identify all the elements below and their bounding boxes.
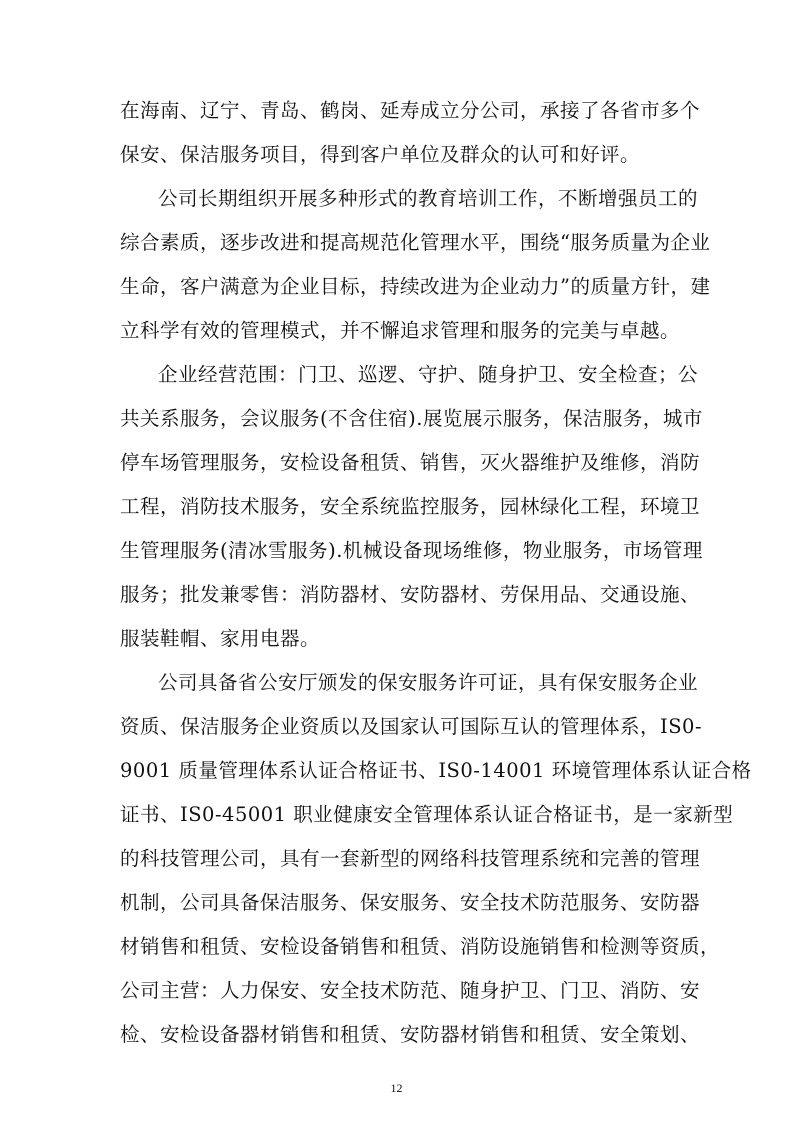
text-line: 资质、保洁服务企业资质以及国家认可国际互认的管理体系，IS0- [120, 715, 703, 738]
text-line: 材销售和租赁、安检设备销售和租赁、消防设施销售和检测等资质， [120, 935, 721, 958]
paragraph-first-line: 公司长期组织开展多种形式的教育培训工作，不断增强员工的 [158, 187, 699, 210]
text-line: 立科学有效的管理模式，并不懈追求管理和服务的完美与卓越。 [120, 319, 681, 342]
page-number: 12 [390, 1081, 403, 1095]
text-line: 共关系服务，会议服务(不含住宿).展览展示服务，保洁服务，城市 [120, 407, 703, 430]
text-line: 停车场管理服务，安检设备租赁、销售，灭火器维护及维修，消防 [120, 451, 701, 474]
text-line: 的科技管理公司，具有一套新型的网络科技管理系统和完善的管理 [120, 847, 701, 870]
text-line: 检、安检设备器材销售和租赁、安防器材销售和租赁、安全策划、 [120, 1023, 701, 1046]
text-line: 服务；批发兼零售：消防器材、安防器材、劳保用品、交通设施、 [120, 583, 701, 606]
paragraph-first-line: 公司具备省公安厅颁发的保安服务许可证，具有保安服务企业 [158, 671, 699, 694]
text-line: 机制，公司具备保洁服务、保安服务、安全技术防范服务、安防器 [120, 891, 701, 914]
paragraph-first-line: 企业经营范围：门卫、巡逻、守护、随身护卫、安全检查；公 [158, 363, 699, 386]
text-line: 证书、IS0-45001 职业健康安全管理体系认证合格证书，是一家新型 [120, 803, 734, 826]
text-line: 9001 质量管理体系认证合格证书、IS0-14001 环境管理体系认证合格 [120, 759, 752, 782]
text-line: 工程，消防技术服务，安全系统监控服务，园林绿化工程，环境卫 [120, 495, 701, 518]
text-line: 综合素质，逐步改进和提高规范化管理水平，围绕“服务质量为企业 [120, 231, 711, 254]
text-line: 生管理服务(清冰雪服务).机械设备现场维修，物业服务，市场管理 [120, 539, 703, 562]
text-line: 在海南、辽宁、青岛、鹤岗、延寿成立分公司，承接了各省市多个 [120, 99, 701, 122]
text-line: 公司主营：人力保安、安全技术防范、随身护卫、门卫、消防、安 [120, 979, 701, 1002]
text-line: 保安、保洁服务项目，得到客户单位及群众的认可和好评。 [120, 143, 641, 166]
text-line: 生命，客户满意为企业目标，持续改进为企业动力”的质量方针，建 [120, 275, 711, 298]
text-line: 服装鞋帽、家用电器。 [120, 627, 321, 650]
